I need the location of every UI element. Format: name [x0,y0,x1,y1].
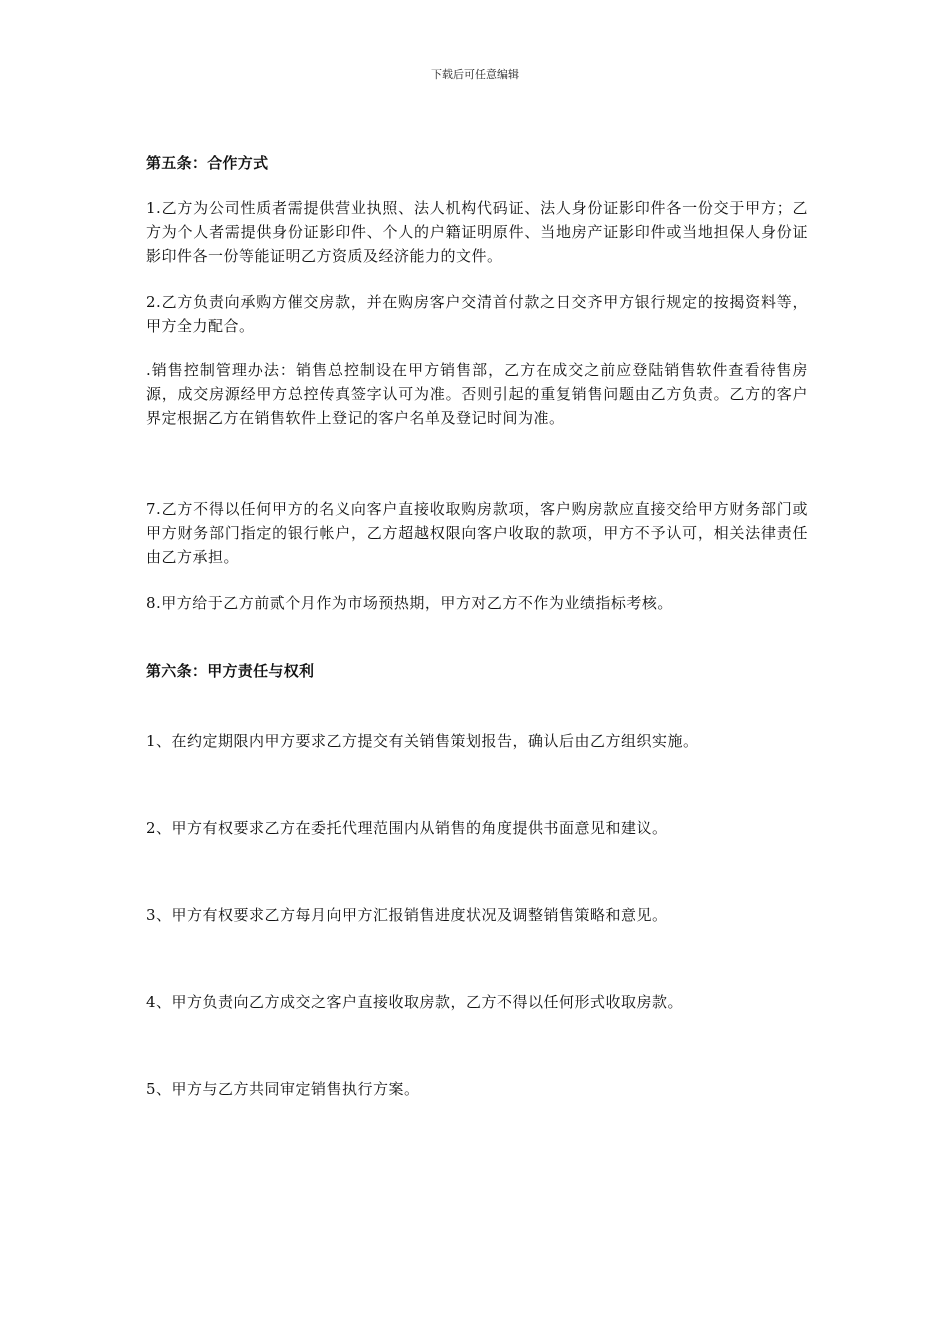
section-6-item-1: 1、在约定期限内甲方要求乙方提交有关销售策划报告，确认后由乙方组织实施。 [146,732,699,750]
section-6-item-2: 2、甲方有权要求乙方在委托代理范围内从销售的角度提供书面意见和建议。 [146,819,668,837]
section-6-title: 第六条：甲方责任与权利 [146,662,315,680]
section-6-item-4: 4、甲方负责向乙方成交之客户直接收取房款，乙方不得以任何形式收取房款。 [146,993,684,1011]
section-5-paragraph-1: 1.乙方为公司性质者需提供营业执照、法人机构代码证、法人身份证影印件各一份交于甲方；乙方为个人者需提供身份证影印件、个人的户籍证明原件、当地房产证影印件或当地担保人身份证影印件各一份等能证明乙方资质及经济能力的文件。 [146,199,808,265]
section-5-paragraph-7: 7.乙方不得以任何甲方的名义向客户直接收取购房款项，客户购房款应直接交给甲方财务部门或甲方财务部门指定的银行帐户，乙方超越权限向客户收取的款项，甲方不予认可，相关法律责任由乙方承担。 [146,500,808,566]
section-5-paragraph-3: .销售控制管理办法：销售总控制设在甲方销售部，乙方在成交之前应登陆销售软件查看待售房源，成交房源经甲方总控传真签字认可为准。否则引起的重复销售问题由乙方负责。乙方的客户界定根据乙方在销售软件上登记的客户名单及登记时间为准。 [146,361,808,427]
section-5-title: 第五条：合作方式 [146,154,269,172]
section-6-item-5: 5、甲方与乙方共同审定销售执行方案。 [146,1080,420,1098]
section-5-paragraph-2: 2.乙方负责向承购方催交房款，并在购房客户交清首付款之日交齐甲方银行规定的按揭资料等，甲方全力配合。 [146,293,808,335]
section-5-paragraph-8: 8.甲方给于乙方前贰个月作为市场预热期，甲方对乙方不作为业绩指标考核。 [146,594,673,612]
page-header: 下载后可任意编辑 [431,68,519,81]
section-6-item-3: 3、甲方有权要求乙方每月向甲方汇报销售进度状况及调整销售策略和意见。 [146,906,668,924]
